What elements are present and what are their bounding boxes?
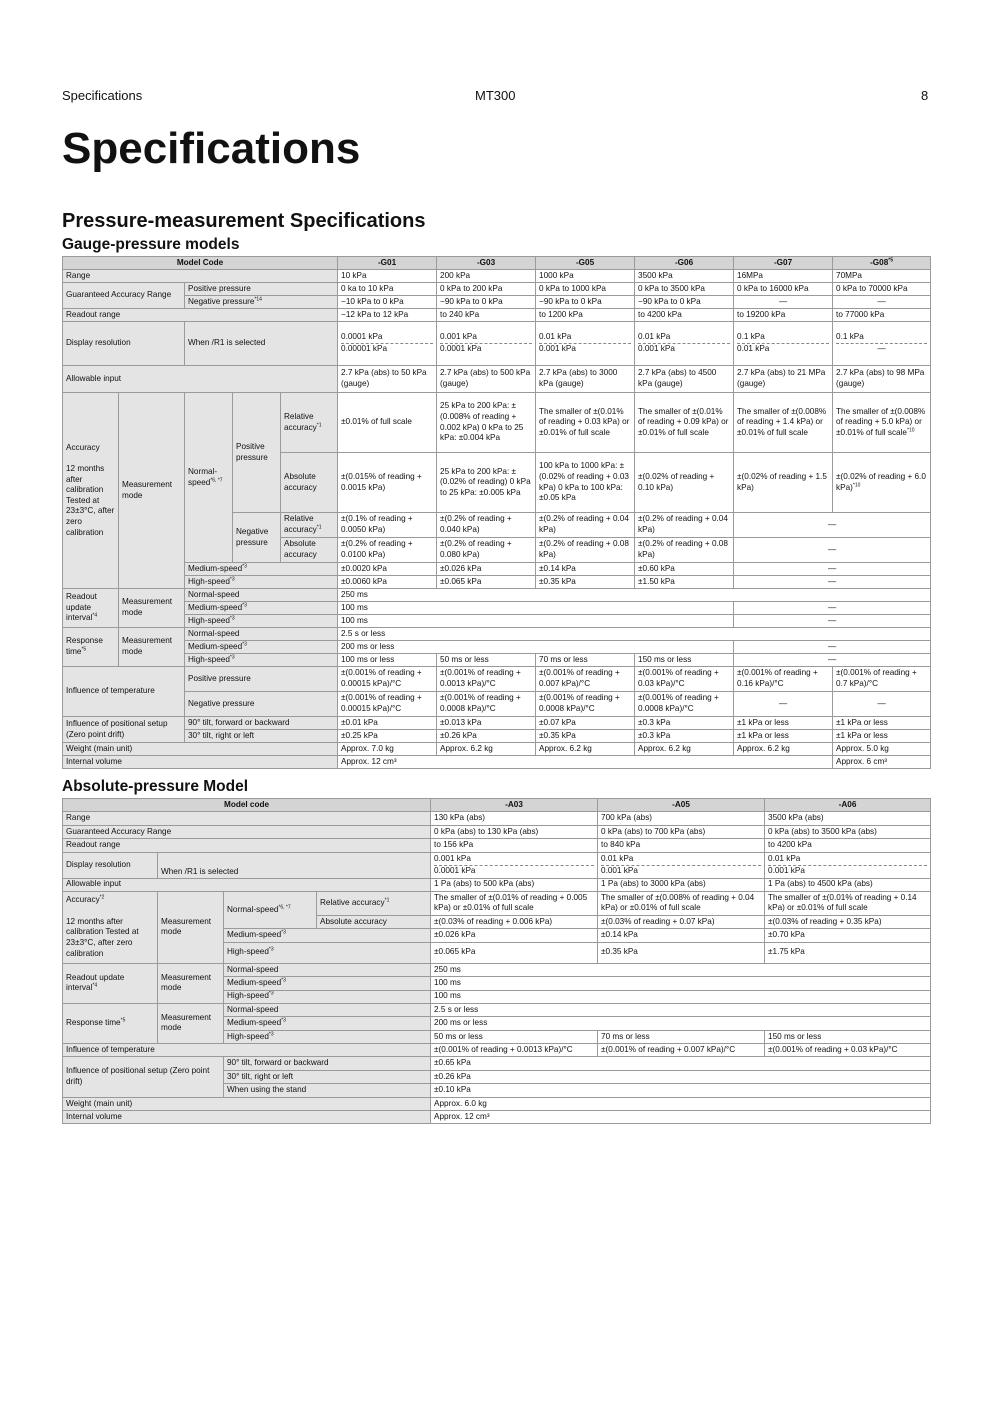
table-row (63, 309, 931, 322)
cell: 0.01 kPa 0.001 kPa (598, 852, 765, 878)
table-row (63, 563, 931, 576)
cell: 70MPa (833, 270, 931, 283)
cell: ±1 kPa or less (734, 717, 833, 730)
cell: 2.7 kPa (abs) to 4500 kPa (gauge) (635, 366, 734, 393)
row-label: High-speed$^{*3}$ (224, 990, 431, 1003)
row-label: Readout update interval$^{*4}$ (63, 963, 158, 1003)
table-row (63, 756, 931, 769)
row-label: Allowable input (63, 878, 431, 891)
row-label: Range (63, 812, 431, 825)
row-label: Guaranteed Accuracy Range (63, 283, 185, 309)
table-row (63, 743, 931, 756)
cell: Approx. 7.0 kg (338, 743, 437, 756)
row-label: Negative pressure (233, 513, 281, 563)
cell: 70 ms or less (536, 654, 635, 667)
cell: ±(0.02% of reading + 1.5 kPa) (734, 453, 833, 513)
cell: 0 kPa to 70000 kPa (833, 283, 931, 296)
row-label: Readout update interval$^{*4}$ (63, 589, 119, 628)
cell: ±0.065 kPa (437, 576, 536, 589)
cell: ±0.26 kPa (437, 730, 536, 743)
cell: ±0.0020 kPa (338, 563, 437, 576)
cell: The smaller of ±(0.01% of reading + 0.03 kPa) or ±0.01% of full scale (536, 393, 635, 453)
table-row (63, 730, 931, 743)
cell: 0.1 kPa 0.01 kPa (734, 322, 833, 366)
model-code-header: Model Code (63, 257, 338, 270)
cell: 2.7 kPa (abs) to 50 kPa (gauge) (338, 366, 437, 393)
cell: ±0.3 kPa (635, 717, 734, 730)
cell: Approx. 6.0 kg (431, 1097, 931, 1110)
cell: 16MPa (734, 270, 833, 283)
cell: 0 kPa to 1000 kPa (536, 283, 635, 296)
table-row (63, 717, 931, 730)
cell: 25 kPa to 200 kPa: ±(0.02% of reading) 0 kPa to 25 kPa: ±0.005 kPa (437, 453, 536, 513)
row-label: When /R1 is selected (158, 852, 431, 878)
cell: ±(0.02% of reading + 6.0 kPa)$^{*10}$ (833, 453, 931, 513)
row-label: Medium-speed$^{*3}$ (185, 563, 338, 576)
table-row (63, 799, 931, 812)
cell: ±0.35 kPa (598, 942, 765, 963)
cell: Approx. 6 cm³ (833, 756, 931, 769)
cell: 100 ms (338, 615, 734, 628)
cell: ±(0.001% of reading + 0.03 kPa)/°C (765, 1044, 931, 1057)
model-header: -G08$^{*5}$ (833, 257, 931, 270)
table-row (63, 891, 931, 915)
cell: ±1.75 kPa (765, 942, 931, 963)
row-label: Range (63, 270, 338, 283)
cell: 3500 kPa (635, 270, 734, 283)
cell: 0.0001 kPa 0.00001 kPa (338, 322, 437, 366)
cell: −12 kPa to 12 kPa (338, 309, 437, 322)
cell: ±(0.2% of reading + 0.04 kPa) (536, 513, 635, 538)
cell: 1 Pa (abs) to 3000 kPa (abs) (598, 878, 765, 891)
row-label: Absolute accuracy (281, 453, 338, 513)
cell: The smaller of ±(0.008% of reading + 1.4 kPa) or ±0.01% of full scale (734, 393, 833, 453)
cell: The smaller of ±(0.008% of reading + 0.04 kPa) or ±0.01% of full scale (598, 891, 765, 915)
cell: ±(0.001% of reading + 0.16 kPa)/°C (734, 667, 833, 692)
table-row (63, 283, 931, 296)
cell: 1000 kPa (536, 270, 635, 283)
table-row (63, 1111, 931, 1124)
cell: ±(0.015% of reading + 0.0015 kPa) (338, 453, 437, 513)
cell: ±0.065 kPa (431, 942, 598, 963)
row-label: Measurement mode (158, 1003, 224, 1043)
row-label: Negative pressure (185, 692, 338, 717)
row-label: Allowable input (63, 366, 338, 393)
cell: ±0.26 kPa (431, 1070, 931, 1083)
cell: ±(0.03% of reading + 0.35 kPa) (765, 915, 931, 928)
row-label: Display resolution (63, 852, 158, 878)
cell: 0 kPa to 200 kPa (437, 283, 536, 296)
row-label: Positive pressure (185, 667, 338, 692)
running-header-section: Specifications (62, 88, 143, 103)
row-label: Normal-speed (224, 963, 431, 976)
cell: 0.01 kPa 0.001 kPa (635, 322, 734, 366)
cell: ±(0.001% of reading + 0.0008 kPa)/°C (635, 692, 734, 717)
row-label: Measurement mode (158, 891, 224, 963)
row-label: 30° tilt, right or left (224, 1070, 431, 1083)
model-header: -G03 (437, 257, 536, 270)
cell: 1 Pa (abs) to 4500 kPa (abs) (765, 878, 931, 891)
model-header: -G06 (635, 257, 734, 270)
cell: −90 kPa to 0 kPa (536, 296, 635, 309)
cell: ±0.70 kPa (765, 929, 931, 942)
row-label: When using the stand (224, 1084, 431, 1097)
cell: 250 ms (431, 963, 931, 976)
cell: 2.5 s or less (431, 1003, 931, 1016)
row-label: 90° tilt, forward or backward (224, 1057, 431, 1070)
table-row (63, 602, 931, 615)
cell: ±(0.03% of reading + 0.006 kPa) (431, 915, 598, 928)
cell: ±(0.2% of reading + 0.080 kPa) (437, 538, 536, 563)
row-label: Accuracy 12 months after calibration Tested at 23±3°C, after zero calibration (63, 393, 119, 589)
gauge-heading: Gauge-pressure models (62, 236, 240, 253)
cell: Approx. 12 cm³ (338, 756, 833, 769)
cell: ±(0.03% of reading + 0.07 kPa) (598, 915, 765, 928)
cell: ±0.013 kPa (437, 717, 536, 730)
cell: 2.5 s or less (338, 628, 931, 641)
cell: 100 ms (431, 990, 931, 1003)
cell: 50 ms or less (437, 654, 536, 667)
table-row (63, 654, 931, 667)
row-label: Normal-speed (185, 589, 338, 602)
row-label: Relative accuracy$^{*1}$ (317, 891, 431, 915)
cell: 150 ms or less (635, 654, 734, 667)
table-row (63, 825, 931, 838)
cell: 1 Pa (abs) to 500 kPa (abs) (431, 878, 598, 891)
cell: ±(0.2% of reading + 0.08 kPa) (536, 538, 635, 563)
cell: ±0.0060 kPa (338, 576, 437, 589)
page-number: 8 (921, 88, 929, 103)
table-row (63, 615, 931, 628)
cell: — (734, 615, 931, 628)
cell: — (734, 692, 833, 717)
table-row (63, 1044, 931, 1057)
cell: to 240 kPa (437, 309, 536, 322)
cell: — (734, 513, 931, 538)
model-header: -G05 (536, 257, 635, 270)
cell: ±(0.001% of reading + 0.0013 kPa)/°C (431, 1044, 598, 1057)
table-row (63, 839, 931, 852)
row-label: Positive pressure (185, 283, 338, 296)
row-label: High-speed$^{*3}$ (224, 1030, 431, 1043)
cell: 0.001 kPa 0.0001 kPa (437, 322, 536, 366)
cell: 0.01 kPa 0.001 kPa (765, 852, 931, 878)
row-label: Relative accuracy$^{*1}$ (281, 393, 338, 453)
cell: 700 kPa (abs) (598, 812, 765, 825)
model-code-header: Model code (63, 799, 431, 812)
cell: 0 ka to 10 kPa (338, 283, 437, 296)
table-row (63, 852, 931, 878)
cell: — (833, 296, 931, 309)
section-title: Pressure-measurement Specifications (62, 210, 426, 232)
cell: — (734, 576, 931, 589)
row-label: High-speed$^{*3}$ (224, 942, 431, 963)
cell: — (734, 296, 833, 309)
running-header-product: MT300 (475, 88, 516, 103)
table-row (63, 296, 931, 309)
row-label: When /R1 is selected (185, 322, 338, 366)
table-row (63, 1097, 931, 1110)
cell: −10 kPa to 0 kPa (338, 296, 437, 309)
cell: 0 kPa (abs) to 3500 kPa (abs) (765, 825, 931, 838)
cell: — (833, 692, 931, 717)
model-header: -A05 (598, 799, 765, 812)
row-label: Absolute accuracy (317, 915, 431, 928)
cell: Approx. 12 cm³ (431, 1111, 931, 1124)
cell: ±0.01 kPa (338, 717, 437, 730)
cell: 0.001 kPa 0.0001 kPa (431, 852, 598, 878)
cell: to 77000 kPa (833, 309, 931, 322)
cell: 200 ms or less (431, 1017, 931, 1030)
cell: 0 kPa (abs) to 700 kPa (abs) (598, 825, 765, 838)
cell: to 4200 kPa (635, 309, 734, 322)
row-label: Negative pressure$^{*14}$ (185, 296, 338, 309)
row-label: High-speed$^{*3}$ (185, 654, 338, 667)
gauge-spec-table (62, 256, 931, 769)
row-label: Influence of temperature (63, 1044, 431, 1057)
page-title: Specifications (62, 124, 361, 173)
cell: −90 kPa to 0 kPa (437, 296, 536, 309)
cell: ±(0.001% of reading + 0.00015 kPa)/°C (338, 667, 437, 692)
cell: ±(0.02% of reading + 0.10 kPa) (635, 453, 734, 513)
cell: to 1200 kPa (536, 309, 635, 322)
cell: — (734, 602, 931, 615)
cell: — (734, 563, 931, 576)
cell: Approx. 6.2 kg (536, 743, 635, 756)
table-row (63, 963, 931, 976)
row-label: Normal-speed$^{*6, *7}$ (185, 393, 233, 563)
row-label: Normal-speed (185, 628, 338, 641)
row-label: Normal-speed (224, 1003, 431, 1016)
cell: 2.7 kPa (abs) to 21 MPa (gauge) (734, 366, 833, 393)
cell: ±1 kPa or less (734, 730, 833, 743)
model-header: -A03 (431, 799, 598, 812)
cell: 3500 kPa (abs) (765, 812, 931, 825)
cell: 130 kPa (abs) (431, 812, 598, 825)
cell: 50 ms or less (431, 1030, 598, 1043)
model-header: -G01 (338, 257, 437, 270)
row-label: Medium-speed$^{*3}$ (224, 977, 431, 990)
cell: Approx. 6.2 kg (635, 743, 734, 756)
cell: ±(0.2% of reading + 0.08 kPa) (635, 538, 734, 563)
row-label: Accuracy$^{*2}$ 12 months after calibration Tested at 23±3°C, after zero calibration (63, 891, 158, 963)
table-row (63, 322, 931, 366)
cell: to 19200 kPa (734, 309, 833, 322)
cell: 100 kPa to 1000 kPa: ±(0.02% of reading + 0.03 kPa) 0 kPa to 100 kPa: ±0.05 kPa (536, 453, 635, 513)
cell: to 840 kPa (598, 839, 765, 852)
cell: 25 kPa to 200 kPa: ±(0.008% of reading + 0.002 kPa) 0 kPa to 25 kPa: ±0.004 kPa (437, 393, 536, 453)
cell: 100 ms or less (338, 654, 437, 667)
cell: ±0.3 kPa (635, 730, 734, 743)
cell: ±0.026 kPa (437, 563, 536, 576)
row-label: Medium-speed$^{*3}$ (185, 602, 338, 615)
cell: ±1 kPa or less (833, 717, 931, 730)
row-label: 90° tilt, forward or backward (185, 717, 338, 730)
row-label: Normal-speed$^{*6, *7}$ (224, 891, 317, 928)
row-label: High-speed$^{*3}$ (185, 615, 338, 628)
cell: — (734, 538, 931, 563)
row-label: Medium-speed$^{*3}$ (224, 1017, 431, 1030)
cell: Approx. 6.2 kg (437, 743, 536, 756)
row-label: Relative accuracy$^{*1}$ (281, 513, 338, 538)
cell: ±(0.001% of reading + 0.007 kPa)/°C (536, 667, 635, 692)
cell: 0 kPa to 16000 kPa (734, 283, 833, 296)
row-label: Readout range (63, 839, 431, 852)
cell: Approx. 6.2 kg (734, 743, 833, 756)
cell: ±0.25 kPa (338, 730, 437, 743)
cell: ±(0.001% of reading + 0.0008 kPa)/°C (437, 692, 536, 717)
cell: ±(0.001% of reading + 0.7 kPa)/°C (833, 667, 931, 692)
table-row (63, 1003, 931, 1016)
cell: 200 ms or less (338, 641, 734, 654)
table-row (63, 576, 931, 589)
cell: 2.7 kPa (abs) to 500 kPa (gauge) (437, 366, 536, 393)
cell: −90 kPa to 0 kPa (635, 296, 734, 309)
cell: 200 kPa (437, 270, 536, 283)
row-label: Display resolution (63, 322, 185, 366)
cell: — (734, 654, 931, 667)
table-row (63, 270, 931, 283)
model-header: -G07 (734, 257, 833, 270)
row-label: Measurement mode (119, 393, 185, 589)
row-label: Response time$^{*5}$ (63, 628, 119, 667)
cell: ±0.026 kPa (431, 929, 598, 942)
cell: ±(0.001% of reading + 0.0013 kPa)/°C (437, 667, 536, 692)
cell: 0.01 kPa 0.001 kPa (536, 322, 635, 366)
row-label: Weight (main unit) (63, 743, 338, 756)
absolute-spec-table (62, 798, 931, 1124)
cell: Approx. 5.0 kg (833, 743, 931, 756)
cell: ±(0.001% of reading + 0.0008 kPa)/°C (536, 692, 635, 717)
cell: ±(0.2% of reading + 0.04 kPa) (635, 513, 734, 538)
absolute-heading: Absolute-pressure Model (62, 778, 249, 795)
table-row (63, 1057, 931, 1070)
row-label: Medium-speed$^{*3}$ (224, 929, 431, 942)
cell: 0 kPa to 3500 kPa (635, 283, 734, 296)
row-label: High-speed$^{*3}$ (185, 576, 338, 589)
cell: ±(0.1% of reading + 0.0050 kPa) (338, 513, 437, 538)
row-label: Readout range (63, 309, 338, 322)
row-label: Response time$^{*5}$ (63, 1003, 158, 1043)
cell: ±0.07 kPa (536, 717, 635, 730)
row-label: Measurement mode (119, 589, 185, 628)
cell: 0 kPa (abs) to 130 kPa (abs) (431, 825, 598, 838)
cell: ±0.01% of full scale (338, 393, 437, 453)
cell: 100 ms (338, 602, 734, 615)
cell: ±(0.001% of reading + 0.00015 kPa)/°C (338, 692, 437, 717)
cell: 2.7 kPa (abs) to 3000 kPa (gauge) (536, 366, 635, 393)
row-label: 30° tilt, right or left (185, 730, 338, 743)
cell: ±0.14 kPa (536, 563, 635, 576)
row-label: Internal volume (63, 1111, 431, 1124)
cell: ±0.14 kPa (598, 929, 765, 942)
cell: ±(0.001% of reading + 0.007 kPa)/°C (598, 1044, 765, 1057)
cell: The smaller of ±(0.01% of reading + 0.14 kPa) or ±0.01% of full scale (765, 891, 931, 915)
model-header: -A06 (765, 799, 931, 812)
cell: 70 ms or less (598, 1030, 765, 1043)
table-row (63, 692, 931, 717)
row-label: Internal volume (63, 756, 338, 769)
cell: The smaller of ±(0.01% of reading + 0.005 kPa) or ±0.01% of full scale (431, 891, 598, 915)
row-label: Measurement mode (158, 963, 224, 1003)
row-label: Absolute accuracy (281, 538, 338, 563)
cell: 150 ms or less (765, 1030, 931, 1043)
cell: ±0.35 kPa (536, 730, 635, 743)
row-label: Influence of positional setup (Zero point drift) (63, 1057, 224, 1097)
table-row (63, 641, 931, 654)
table-row (63, 812, 931, 825)
cell: — (734, 641, 931, 654)
row-label: Influence of temperature (63, 667, 185, 717)
table-row (63, 393, 931, 453)
table-row (63, 257, 931, 270)
row-label: Positive pressure (233, 393, 281, 513)
cell: The smaller of ±(0.008% of reading + 5.0 kPa) or ±0.01% of full scale$^{*10}$ (833, 393, 931, 453)
cell: 0.1 kPa — (833, 322, 931, 366)
cell: ±(0.2% of reading + 0.040 kPa) (437, 513, 536, 538)
cell: to 156 kPa (431, 839, 598, 852)
cell: ±1 kPa or less (833, 730, 931, 743)
table-row (63, 589, 931, 602)
cell: ±0.35 kPa (536, 576, 635, 589)
table-row (63, 628, 931, 641)
cell: ±0.65 kPa (431, 1057, 931, 1070)
row-label: Guaranteed Accuracy Range (63, 825, 431, 838)
row-label: Influence of positional setup (Zero point drift) (63, 717, 185, 743)
cell: The smaller of ±(0.01% of reading + 0.09 kPa) or ±0.01% of full scale (635, 393, 734, 453)
cell: 10 kPa (338, 270, 437, 283)
row-label: Medium-speed$^{*3}$ (185, 641, 338, 654)
table-row (63, 878, 931, 891)
table-row (63, 366, 931, 393)
cell: 100 ms (431, 977, 931, 990)
cell: ±(0.001% of reading + 0.03 kPa)/°C (635, 667, 734, 692)
row-label: Weight (main unit) (63, 1097, 431, 1110)
cell: ±0.10 kPa (431, 1084, 931, 1097)
cell: 2.7 kPa (abs) to 98 MPa (gauge) (833, 366, 931, 393)
row-label: Measurement mode (119, 628, 185, 667)
cell: ±(0.2% of reading + 0.0100 kPa) (338, 538, 437, 563)
cell: 250 ms (338, 589, 931, 602)
table-row (63, 667, 931, 692)
cell: to 4200 kPa (765, 839, 931, 852)
cell: ±0.60 kPa (635, 563, 734, 576)
cell: ±1.50 kPa (635, 576, 734, 589)
